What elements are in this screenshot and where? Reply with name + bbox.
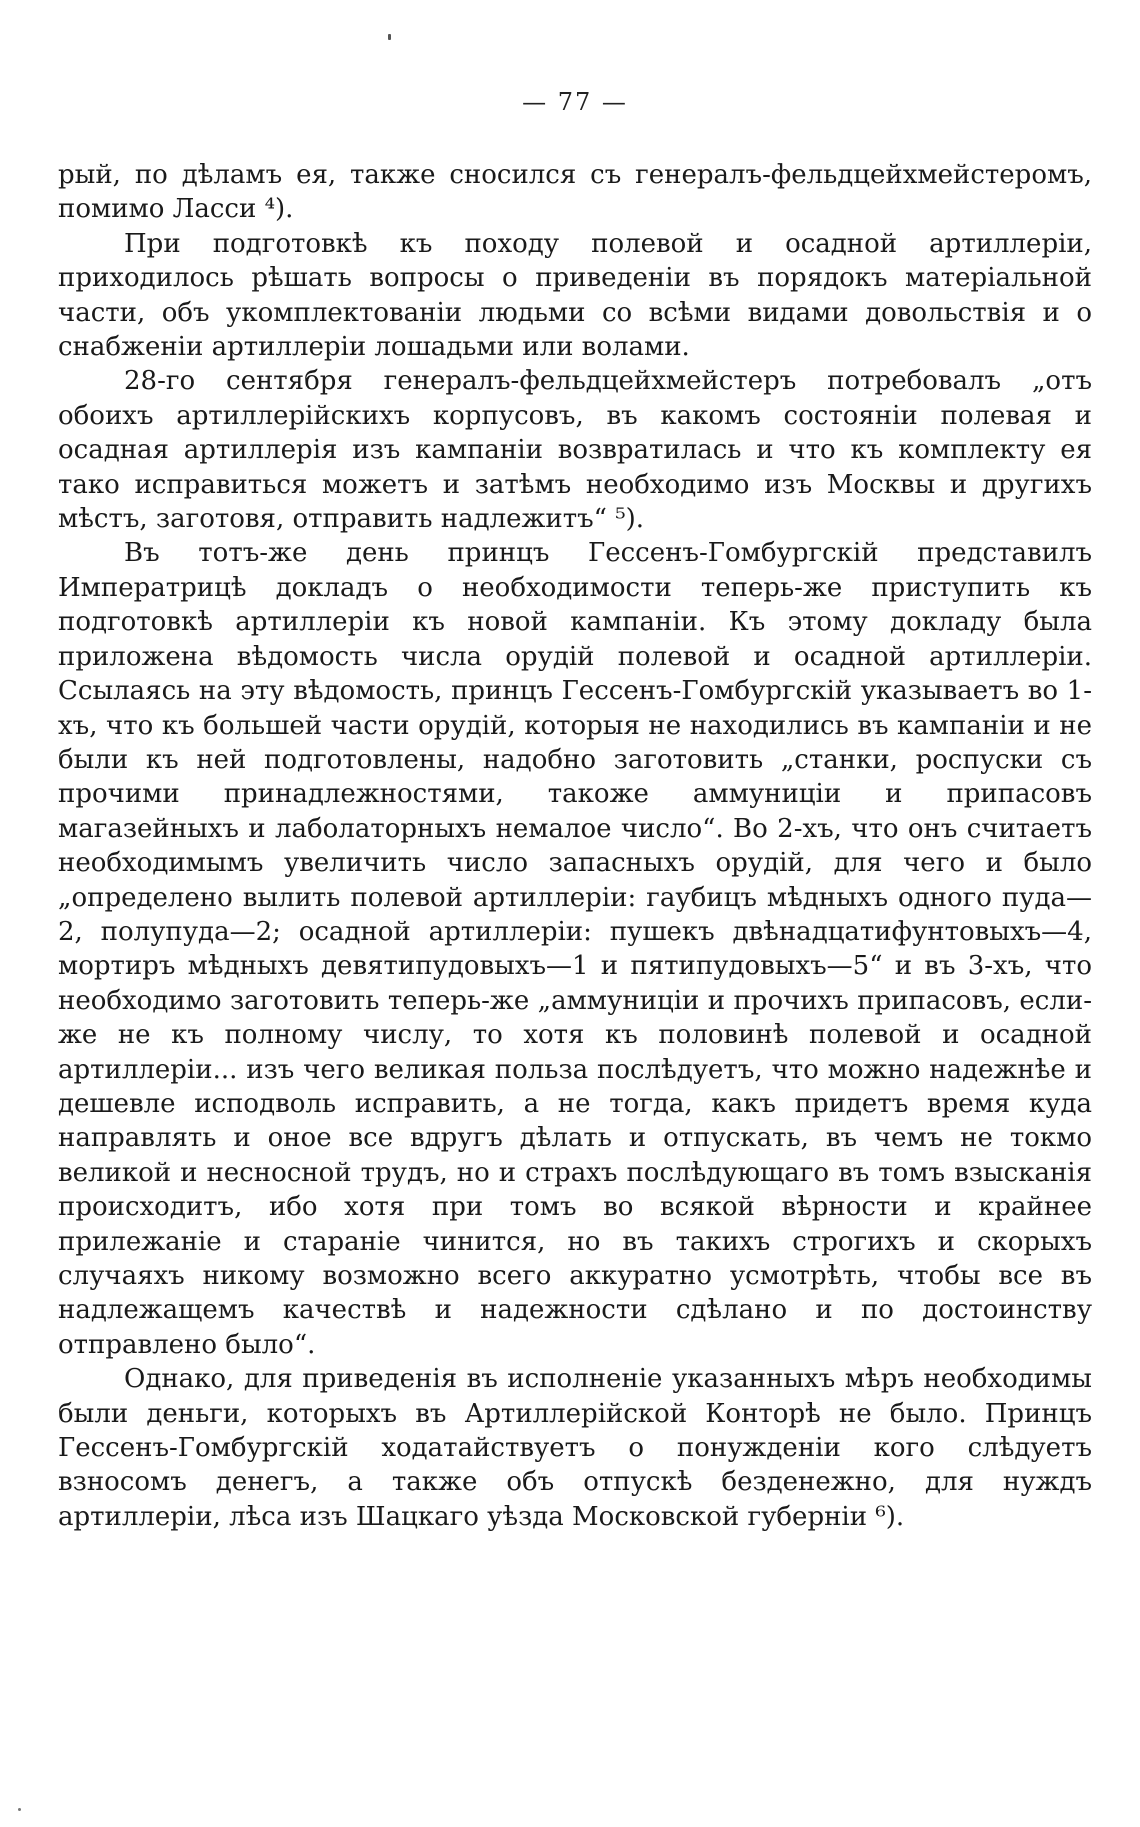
paragraph-prince-report: Въ тотъ-же день принцъ Гессенъ-Гомбургскій представилъ Императрицѣ докладъ о необходимости теперь-же приступить къ подготовкѣ артиллеріи къ новой кампаніи. Къ этому докладу была приложена вѣдомость числа орудій полевой и осадной артиллеріи. Ссылаясь на эту вѣдомость, принцъ Гессенъ-Гомбургскій указываетъ во 1-хъ, что къ большей части орудій, которыя не находились въ кампаніи и не были къ ней подготовлены, надобно заготовить „станки, роспуски съ прочими принадлежностями, такоже аммуниціи и припасовъ магазейныхъ и лаболаторныхъ немалое число“. Во 2-хъ, что онъ считаетъ необходимымъ увеличить число запасныхъ орудій, для чего и было „определено вылить полевой артиллеріи: гаубицъ мѣдныхъ одного пуда—2, полупуда—2; осадной артиллеріи: пушекъ двѣнадцатифунтовыхъ—4, мортиръ мѣдныхъ девятипудовыхъ—1 и пятипудовыхъ—5“ и въ 3-хъ, что необходимо заготовить теперь-же „аммуниціи и прочихъ припасовъ, если-же не къ полному числу, то хотя къ половинѣ полевой и осадной артиллеріи... изъ чего великая польза послѣдуетъ, что можно надежнѣе и дешевле исподволь исправить, а не тогда, какъ придетъ время куда направлять и оное все вдругъ дѣлать и отпускать, въ чемъ не токмо великой и несносной трудъ, но и страхъ послѣдующаго въ томъ взысканія происходитъ, ибо хотя при томъ во всякой вѣрности и крайнее прилежаніе и стараніе чинится, но въ такихъ строгихъ и скорыхъ случаяхъ никому возможно всего аккуратно усмотрѣть, чтобы все въ надлежащемъ качествѣ и надежности сдѣлано и по достоинству отправлено было“. xyxy=(58,538,1092,1360)
paragraph-artillery-preparation: При подготовкѣ къ походу полевой и осадной артиллеріи, приходилось рѣшать вопросы о приведеніи въ порядокъ матеріальной части, объ укомплектованіи людьми со всѣми видами довольствія и о снабженіи артиллеріи лошадьми или волами. xyxy=(58,228,1092,363)
paragraph-continuation: рый, по дѣламъ ея, также сносился съ генералъ-фельдцейхмейстеромъ, помимо Ласси ⁴). xyxy=(58,160,1092,225)
body-text xyxy=(58,158,1092,1534)
paragraph-september-28: 28-го сентября генералъ-фельдцейхмейстеръ потребовалъ „отъ обоихъ артиллерійскихъ корпусовъ, въ какомъ состояніи полевая и осадная артиллерія изъ кампаніи возвратилась и что къ комплекту ея тако исправиться можетъ и затѣмъ необходимо изъ Москвы и другихъ мѣстъ, заготовя, отправить надлежитъ“ ⁵). xyxy=(58,366,1092,535)
paragraph-funding: Однако, для приведенія въ исполненіе указанныхъ мѣръ необходимы были деньги, которыхъ въ Артиллерійской Конторѣ не было. Принцъ Гессенъ-Гомбургскій ходатайствуетъ о понужденіи кого слѣдуетъ взносомъ денегъ, а также объ отпускѣ безденежно, для нуждъ артиллеріи, лѣса изъ Шацкаго уѣзда Московской губерніи ⁶). xyxy=(58,1364,1092,1532)
print-speck-bottom xyxy=(18,1808,21,1811)
page-number: — 77 — xyxy=(522,88,628,116)
